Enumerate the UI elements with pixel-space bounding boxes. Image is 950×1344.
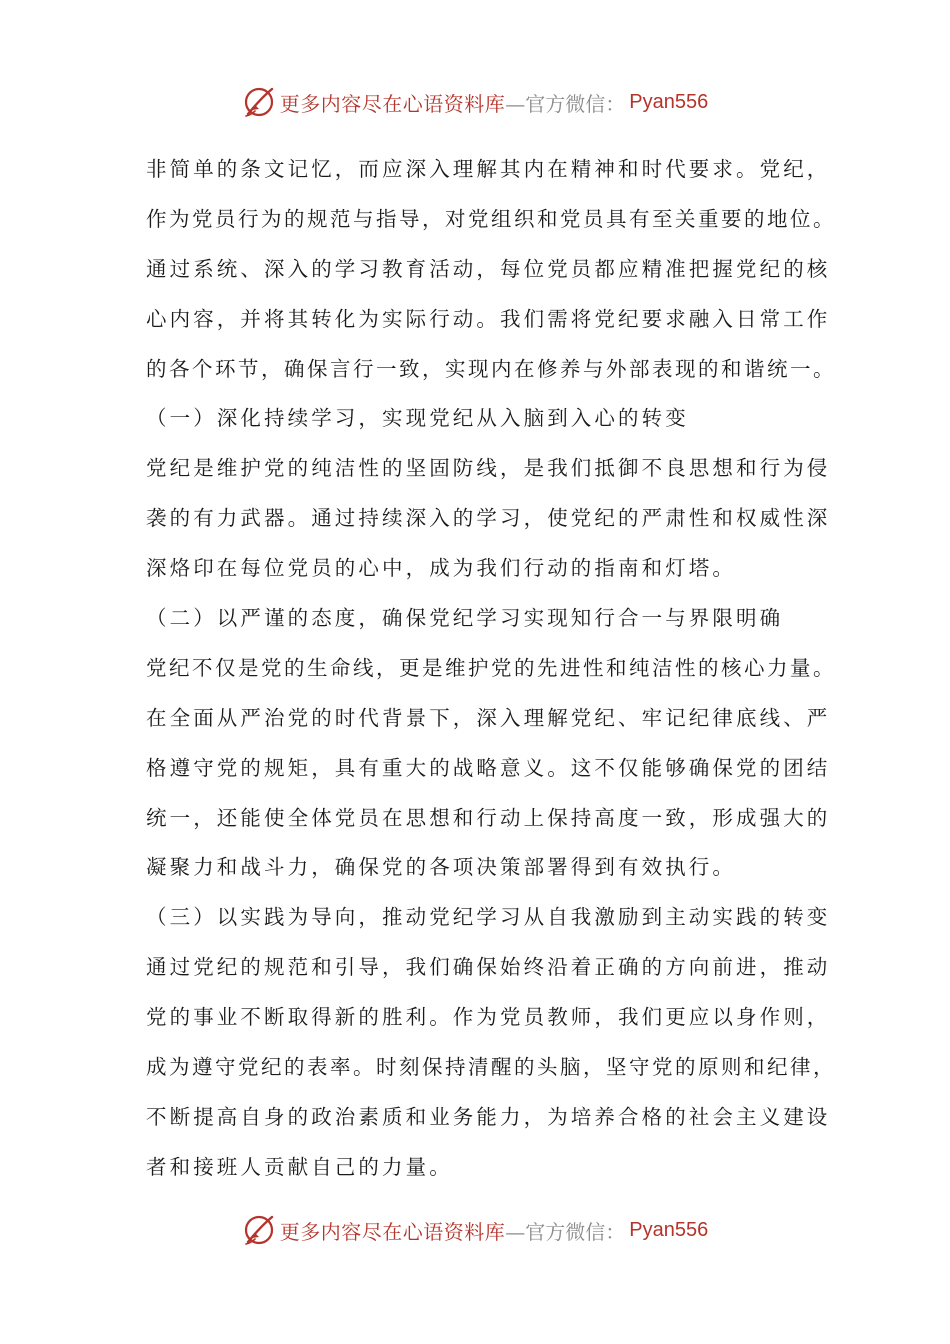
section-heading-2: （二）以严谨的态度，确保党纪学习实现知行合一与界限明确 xyxy=(146,606,784,631)
text-line: 袭的有力武器。通过持续深入的学习，使党纪的严肃性和权威性深 xyxy=(146,506,831,531)
pen-logo-icon xyxy=(242,85,276,119)
text-line: 深烙印在每位党员的心中，成为我们行动的指南和灯塔。 xyxy=(146,556,736,581)
text-line: 统一，还能使全体党员在思想和行动上保持高度一致，形成强大的 xyxy=(146,805,831,830)
watermark-wechat-id: Pyan556 xyxy=(629,1218,709,1241)
header-watermark xyxy=(0,80,950,124)
text-line: 者和接班人贡献自己的力量。 xyxy=(146,1154,453,1179)
text-line: 作为党员行为的规范与指导，对党组织和党员具有至关重要的地位。 xyxy=(146,206,836,231)
watermark-separator: —官方微信： xyxy=(505,1219,626,1244)
text-line: 的各个环节，确保言行一致，实现内在修养与外部表现的和谐统一。 xyxy=(146,356,836,381)
text-line: 成为遵守党纪的表率。时刻保持清醒的头脑，坚守党的原则和纪律， xyxy=(146,1055,836,1080)
section-heading-1: （一）深化持续学习，实现党纪从入脑到入心的转变 xyxy=(146,406,689,431)
text-line: 党纪是维护党的纯洁性的坚固防线，是我们抵御不良思想和行为侵 xyxy=(146,456,831,481)
text-line: 非简单的条文记忆，而应深入理解其内在精神和时代要求。党纪， xyxy=(146,157,831,181)
section-heading-3: （三）以实践为导向，推动党纪学习从自我激励到主动实践的转变 xyxy=(146,905,831,930)
text-line: 在全面从严治党的时代背景下，深入理解党纪、牢记纪律底线、严 xyxy=(146,705,831,730)
text-line: 格遵守党的规矩，具有重大的战略意义。这不仅能够确保党的团结 xyxy=(146,755,831,780)
text-line: 党纪不仅是党的生命线，更是维护党的先进性和纯洁性的核心力量。 xyxy=(146,655,836,680)
text-line: 心内容，并将其转化为实际行动。我们需将党纪要求融入日常工作 xyxy=(146,306,831,331)
watermark-text: 更多内容尽在心语资料库 xyxy=(279,1219,506,1244)
text-line: 通过党纪的规范和引导，我们确保始终沿着正确的方向前进，推动 xyxy=(146,955,831,980)
text-line: 党的事业不断取得新的胜利。作为党员教师，我们更应以身作则， xyxy=(146,1005,831,1030)
document-body xyxy=(146,145,836,1193)
text-line: 凝聚力和战斗力，确保党的各项决策部署得到有效执行。 xyxy=(146,855,736,880)
pen-logo-icon xyxy=(242,1213,276,1247)
watermark-text: 更多内容尽在心语资料库 xyxy=(279,91,506,116)
watermark-wechat-id: Pyan556 xyxy=(629,90,709,113)
text-line: 不断提高自身的政治素质和业务能力，为培养合格的社会主义建设 xyxy=(146,1104,831,1129)
text-line: 通过系统、深入的学习教育活动，每位党员都应精准把握党纪的核 xyxy=(146,256,831,281)
watermark-separator: —官方微信： xyxy=(505,91,626,116)
footer-watermark xyxy=(0,1208,950,1252)
